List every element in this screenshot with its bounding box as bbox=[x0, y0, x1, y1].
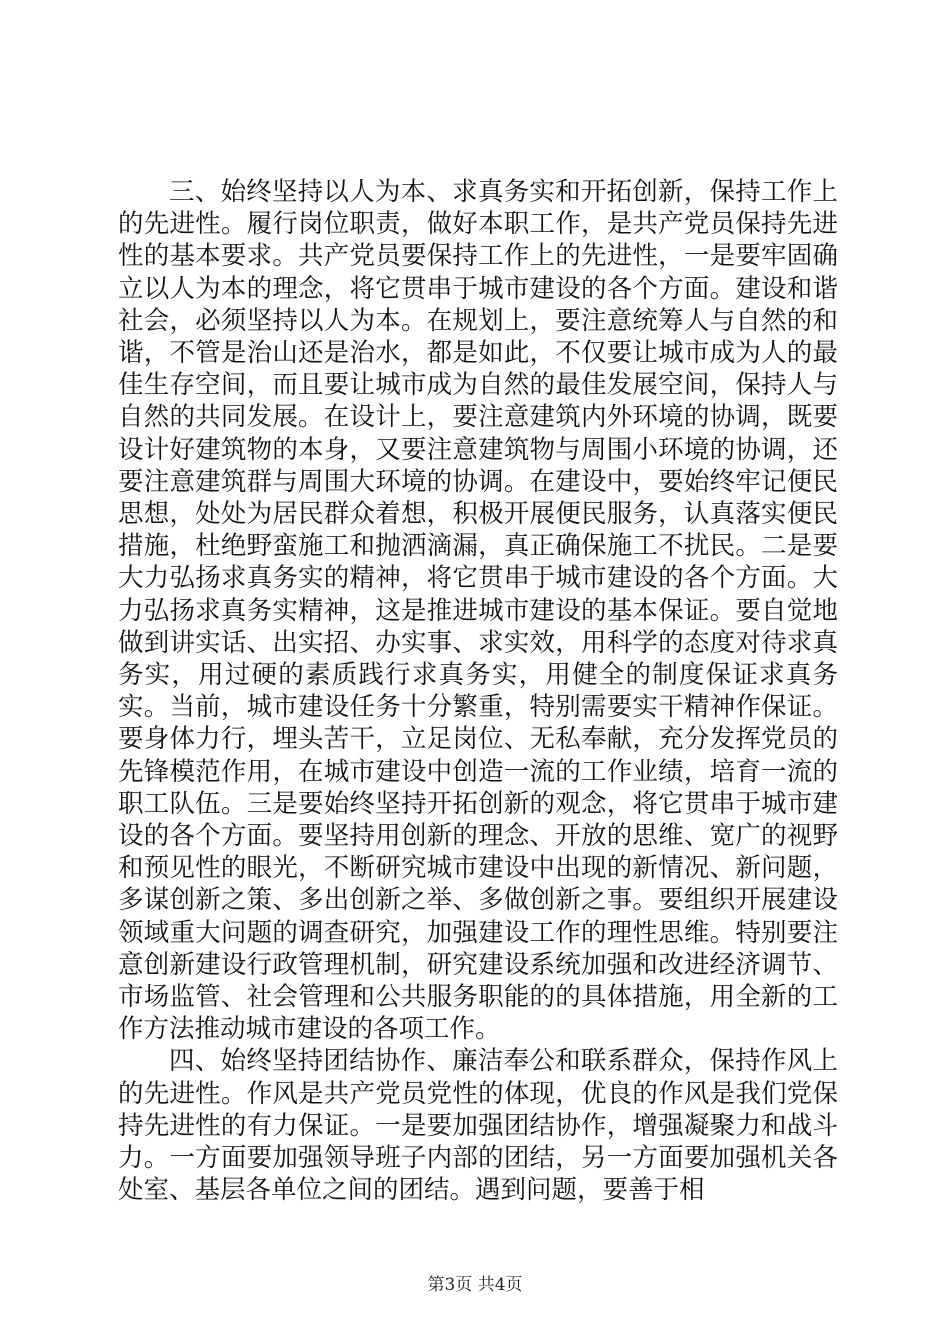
paragraph-section-four: 四、始终坚持团结协作、廉洁奉公和联系群众，保持作风上的先进性。作风是共产党员党性的体现，优良的作风是我们党保持先进性的有力保证。一是要加强团结协作，增强凝聚力和战斗力。一方面要加强领导班子内部的团结，另一方面要加强机关各处室、基层各单位之间的团结。遇到问题，要善于相 bbox=[118, 1046, 838, 1206]
paragraph-section-three: 三、始终坚持以人为本、求真务实和开拓创新，保持工作上的先进性。履行岗位职责，做好本职工作，是共产党员保持先进性的基本要求。共产党员要保持工作上的先进性，一是要牢固确立以人为本的理念，将它贯串于城市建设的各个方面。建设和谐社会，必须坚持以人为本。在规划上，要注意统筹人与自然的和谐，不管是治山还是治水，都是如此，不仅要让城市成为人的最佳生存空间，而且要让城市成为自然的最佳发展空间，保持人与自然的共同发展。在设计上，要注意建筑内外环境的协调，既要设计好建筑物的本身，又要注意建筑物与周围小环境的协调，还要注意建筑群与周围大环境的协调。在建设中，要始终牢记便民思想，处处为居民群众着想，积极开展便民服务，认真落实便民措施，杜绝野蛮施工和抛洒滴漏，真正确保施工不扰民。二是要大力弘扬求真务实的精神，将它贯串于城市建设的各个方面。大力弘扬求真务实精神，这是推进城市建设的基本保证。要自觉地做到讲实话、出实招、办实事、求实效，用科学的态度对待求真务实，用过硬的素质践行求真务实，用健全的制度保证求真务实。当前，城市建设任务十分繁重，特别需要实干精神作保证。要身体力行，埋头苦干，立足岗位、无私奉献，充分发挥党员的先锋模范作用，在城市建设中创造一流的工作业绩，培育一流的职工队伍。三是要始终坚持开拓创新的观念，将它贯串于城市建设的各个方面。要坚持用创新的理念、开放的思维、宽广的视野和预见性的眼光，不断研究城市建设中出现的新情况、新问题，多谋创新之策、多出创新之举、多做创新之事。要组织开展建设领域重大问题的调查研究，加强建设工作的理性思维。特别要注意创新建设行政管理机制，研究建设系统加强和改进经济调节、市场监管、社会管理和公共服务职能的的具体措施，用全新的工作方法推动城市建设的各项工作。 bbox=[118, 177, 838, 1045]
document-body bbox=[118, 176, 838, 1207]
page-number-footer: 第3页 共4页 bbox=[427, 1275, 523, 1295]
